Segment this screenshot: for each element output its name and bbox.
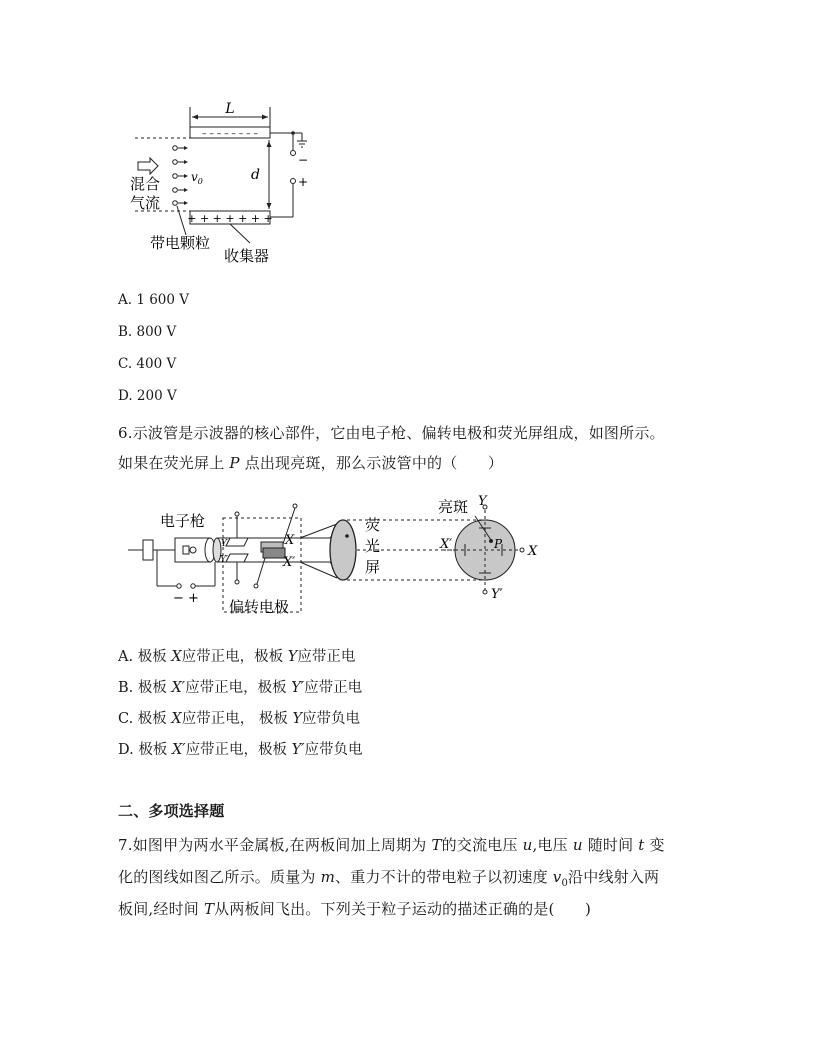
distance-label: d	[251, 167, 260, 183]
q5-option-c[interactable]: C. 400 V	[118, 356, 177, 372]
q7-stem-line2: 化的图线如图乙所示。质量为 m、重力不计的带电粒子以初速度 $v_0$沿中线射入两	[118, 868, 660, 889]
section-heading: 二、多项选择题	[118, 802, 225, 820]
gun-terminal-minus: −	[173, 591, 184, 606]
oscilloscope-figure	[125, 488, 555, 618]
q7-stem-line3: 板间,经时间 T从两板间飞出。下列关于粒子运动的描述正确的是( )	[118, 900, 592, 918]
fluorescent-screen	[330, 520, 356, 580]
q6-stem-line1: 6.示波管是示波器的核心部件，它由电子枪、偏转电极和荧光屏组成，如图所示。	[118, 424, 665, 442]
y-plate-bottom	[226, 554, 248, 562]
charged-particles-label: 带电颗粒	[150, 234, 211, 252]
screen-label-3: 屏	[365, 558, 381, 576]
screen-yp-label: Y′	[491, 587, 503, 602]
q5-option-d[interactable]: D. 200 V	[118, 388, 177, 404]
plate-y-small-label: Y	[221, 539, 227, 549]
screen-label-2: 光	[365, 537, 381, 555]
screen-y-label: Y	[478, 494, 487, 509]
terminal-minus: −	[298, 153, 309, 167]
deflection-electrodes-label: 偏转电极	[229, 598, 290, 616]
length-label: L	[225, 101, 235, 117]
mixed-airflow-label-1: 混合	[130, 175, 161, 193]
bright-spot-label: 亮斑	[438, 498, 469, 516]
collector-label: 收集器	[224, 247, 270, 265]
velocity-label: $v_0$	[191, 170, 203, 186]
bottom-plate-charges: + + + + + + +	[187, 212, 273, 225]
x-plate-back	[263, 548, 285, 558]
q7-stem-line1: 7.如图甲为两水平金属板,在两板间加上周期为 T的交流电压 u,电压 u 随时间 t 变	[118, 836, 665, 854]
point-p-label: P	[494, 537, 503, 551]
flow-arrow-icon	[138, 158, 158, 174]
gun-terminal-plus: +	[188, 591, 199, 606]
plate-yp-small-label: Y′	[220, 555, 228, 565]
top-plate-charges: – – – – – – – –	[201, 129, 259, 139]
y-plate-top	[226, 538, 248, 546]
q6-option-b[interactable]: B. 极板 X′应带正电，极板 Y′应带正电	[118, 680, 363, 696]
q5-option-a[interactable]: A. 1 600 V	[118, 292, 190, 308]
precipitator-figure	[120, 95, 320, 275]
screen-xp-label: X′	[440, 537, 453, 552]
electron-gun-label: 电子枪	[160, 512, 206, 530]
mixed-airflow-label-2: 气流	[130, 194, 161, 212]
plate-xp-label: X′	[283, 555, 296, 570]
terminal-plus: +	[298, 175, 309, 189]
q5-option-b[interactable]: B. 800 V	[118, 324, 177, 340]
plate-x-label: X	[285, 533, 295, 548]
screen-label-1: 荧	[365, 516, 381, 534]
q6-option-a[interactable]: A. 极板 X应带正电，极板 Y应带正电	[118, 649, 356, 665]
q6-stem-line2: 如果在荧光屏上 P 点出现亮斑，那么示波管中的（ ）	[118, 454, 504, 472]
q6-option-d[interactable]: D. 极板 X′应带正电，极板 Y′应带负电	[118, 742, 363, 758]
screen-x-label: X	[528, 544, 538, 559]
q6-option-c[interactable]: C. 极板 X应带正电， 极板 Y应带负电	[118, 711, 361, 727]
